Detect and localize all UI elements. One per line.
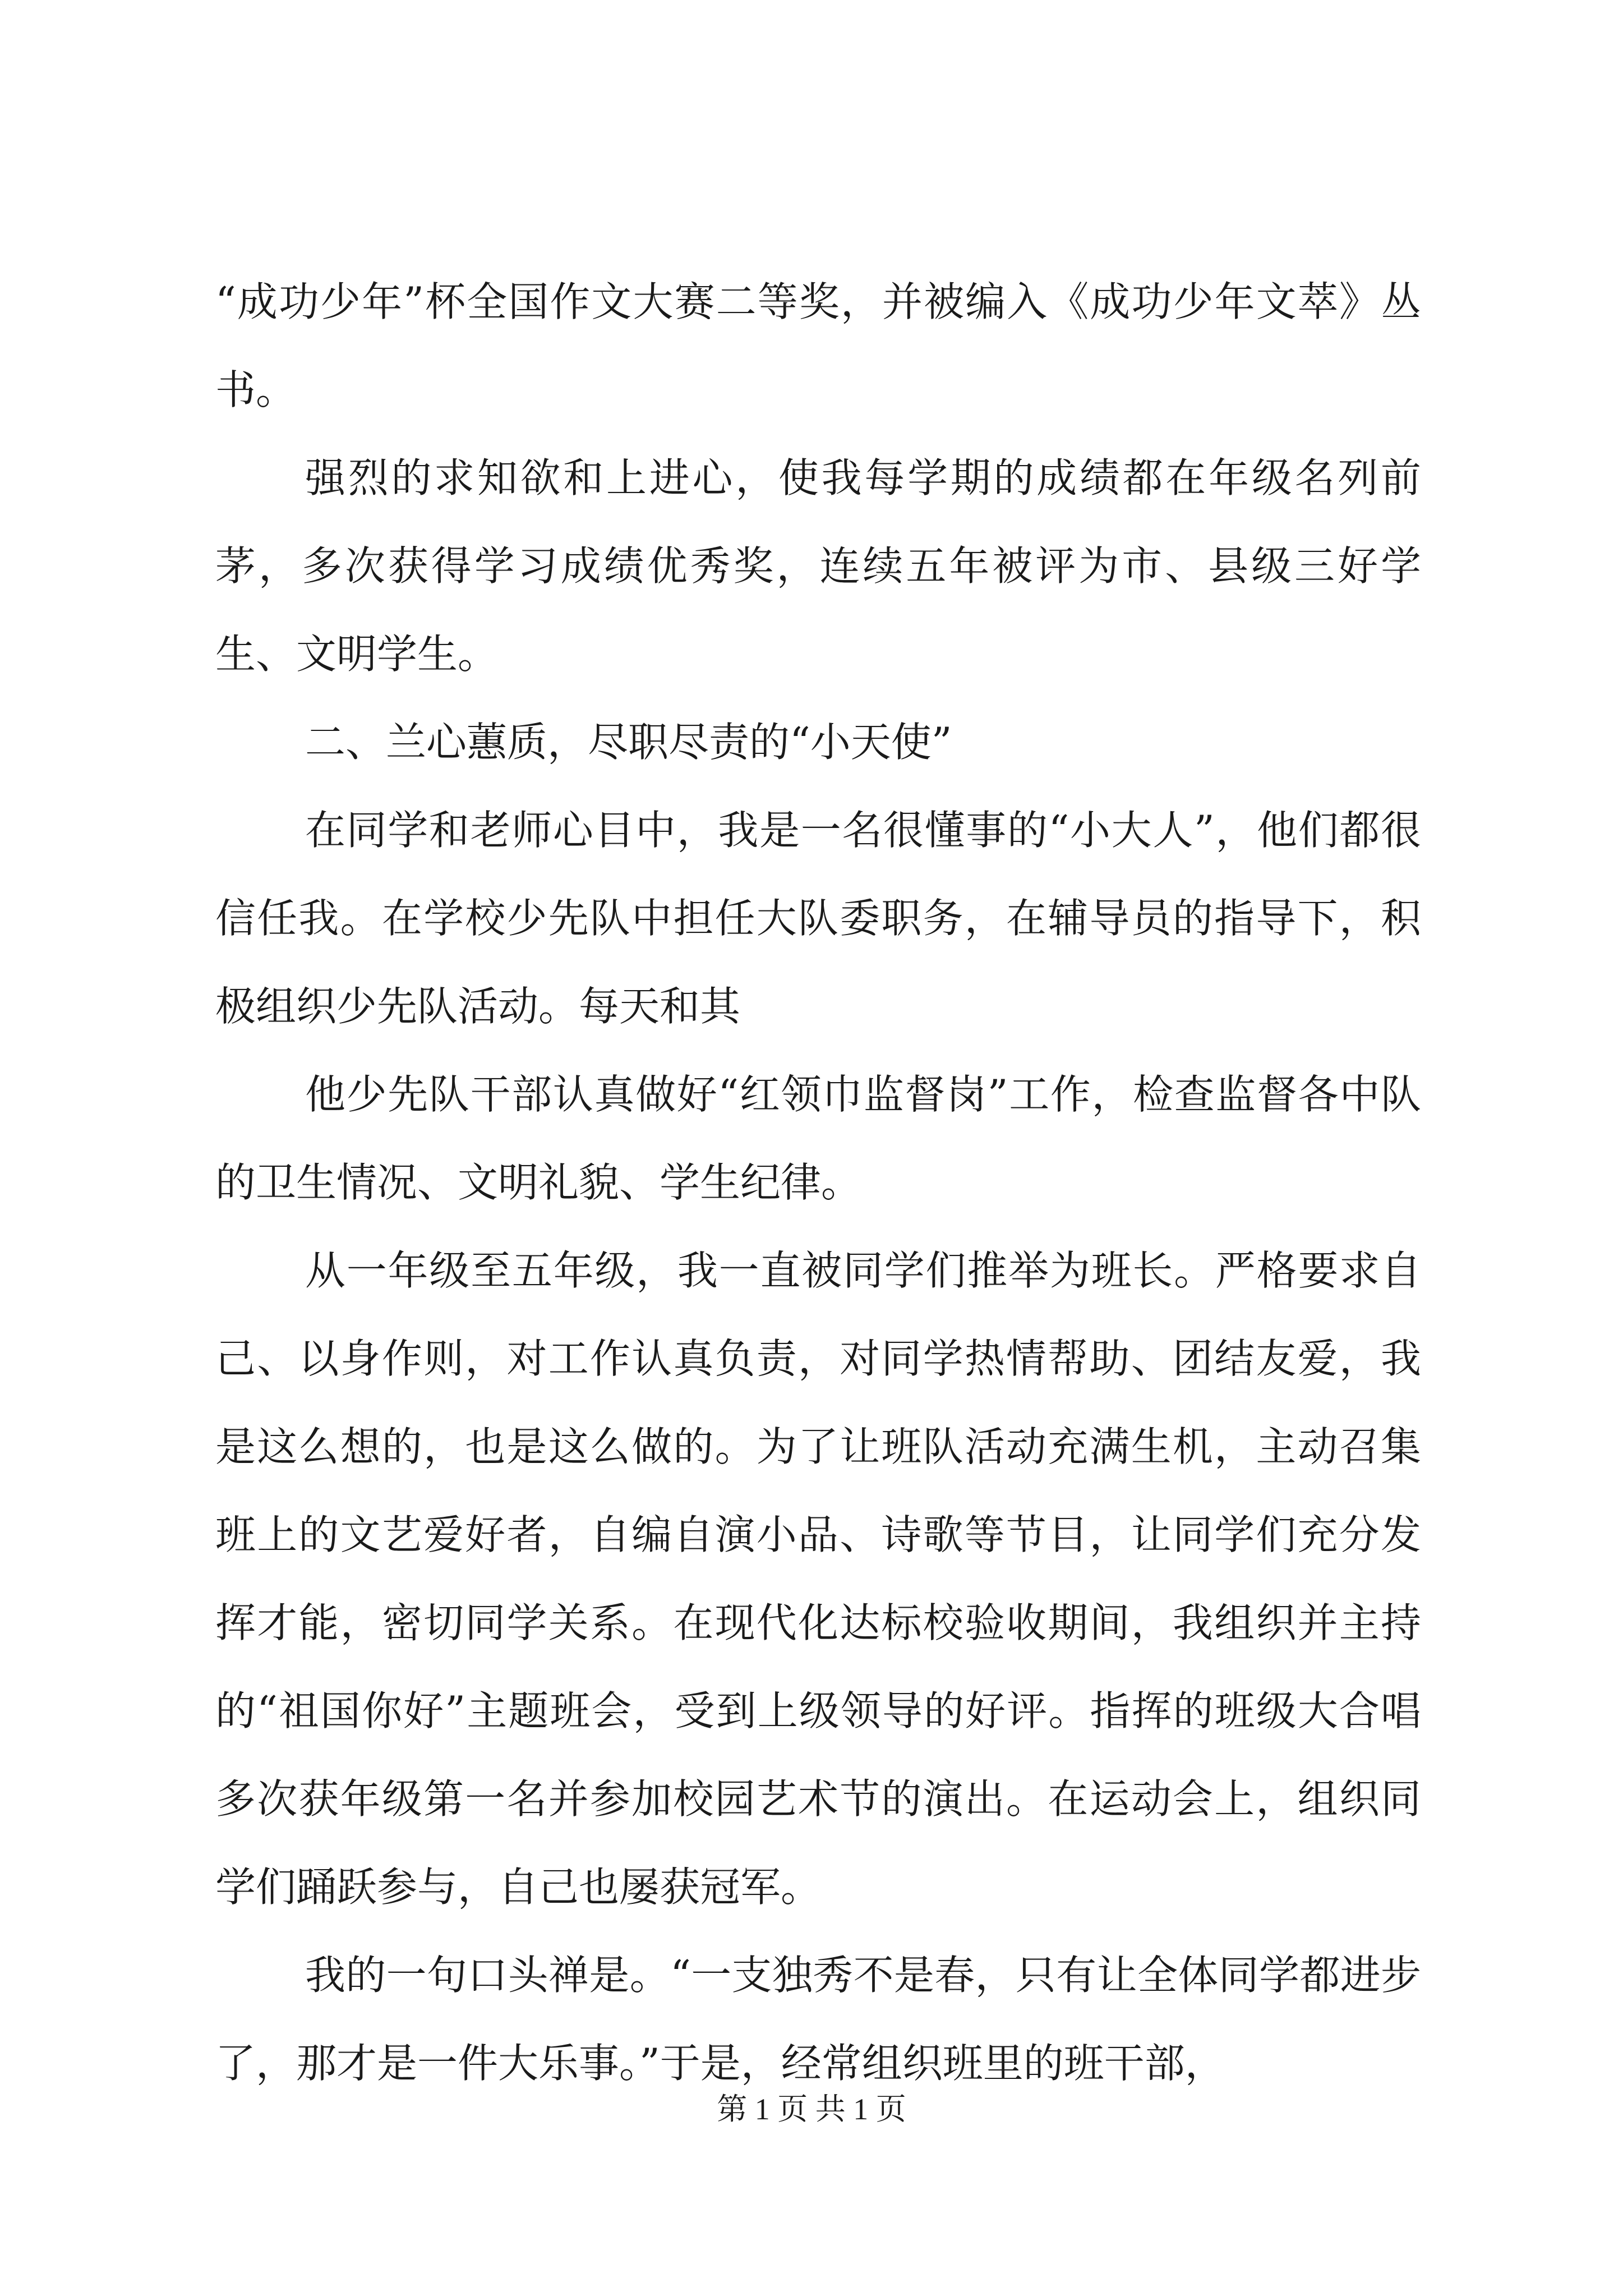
paragraph-academic: 强烈的求知欲和上进心，使我每学期的成绩都在年级名列前茅，多次获得学习成绩优秀奖，连续五年被评为市、县级三好学生、文明学生。 (215, 454, 1421, 678)
paragraph-trust: 在同学和老师心目中，我是一名很懂事的“小大人”，他们都很信任我。在学校少先队中担任大队委职务，在辅导员的指导下，积极组织少先队活动。每天和其 (215, 807, 1421, 1030)
paragraph-motto: 我的一句口头禅是。“一支独秀不是春，只有让全体同学都进步了，那才是一件大乐事。”于是，经常组织班里的班干部， (215, 1952, 1421, 2087)
paragraph-award: “成功少年”杯全国作文大赛二等奖，并被编入《成功少年文萃》丛书。 (215, 278, 1421, 413)
page-footer: 第 1 页 共 1 页 (717, 2092, 906, 2126)
paragraph-class-leader: 从一年级至五年级，我一直被同学们推举为班长。严格要求自己、以身作则，对工作认真负责，对同学热情帮助、团结友爱，我是这么想的，也是这么做的。为了让班队活动充满生机，主动召集班上的文艺爱好者，自编自演小品、诗歌等节目，让同学们充分发挥才能，密切同学关系。在现代化达标校验收期间，我组织并主持的“祖国你好”主题班会，受到上级领导的好评。指挥的班级大合唱多次获年级第一名并参加校园艺术节的演出。在运动会上，组织同学们踊跃参与，自己也屡获冠军。 (215, 1247, 1421, 1911)
section-heading: 二、兰心蕙质，尽职尽责的“小天使” (305, 719, 952, 766)
document-body (215, 258, 1421, 2108)
paragraph-monitor: 他少先队干部认真做好“红领巾监督岗”工作，检查监督各中队的卫生情况、文明礼貌、学生纪律。 (215, 1071, 1421, 1206)
